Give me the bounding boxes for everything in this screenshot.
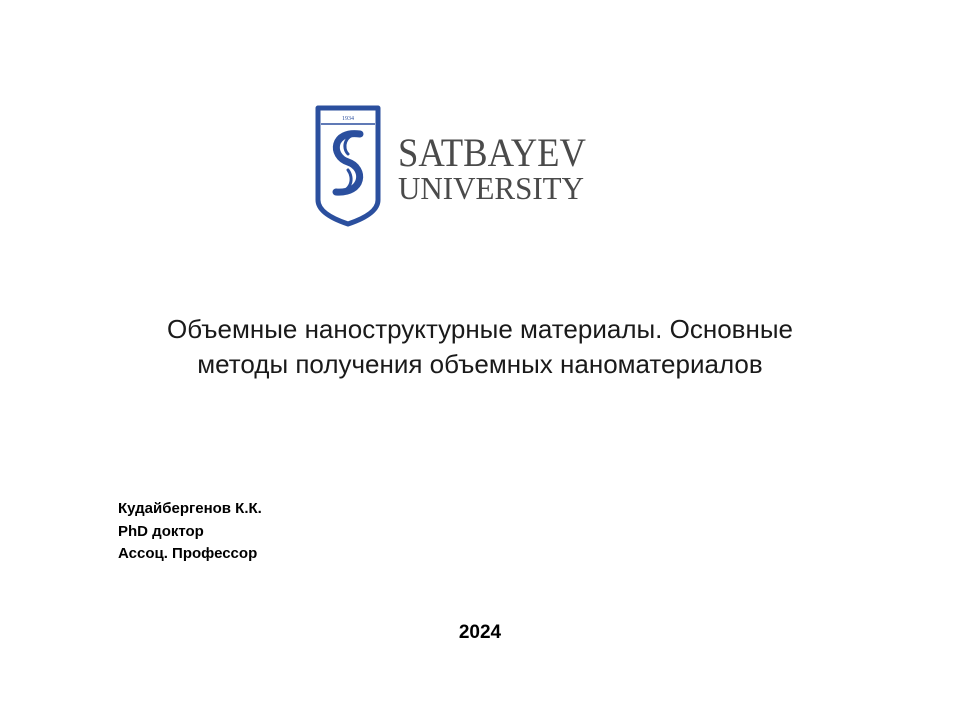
logo-wordmark-line2: UNIVERSITY (398, 170, 584, 206)
author-block (118, 498, 262, 566)
emblem-year: 1934 (342, 116, 354, 122)
slide-title-line1: Объемные наноструктурные материалы. Основные (167, 314, 793, 344)
author-position: Ассоц. Профессор (118, 545, 258, 562)
satbayev-logo-icon (314, 104, 594, 228)
university-logo (314, 104, 594, 228)
author-name: Кудайбергенов К.К. (118, 500, 262, 517)
slide-title (80, 312, 880, 382)
logo-wordmark-line1: SATBAYEV (398, 130, 587, 175)
presentation-year: 2024 (458, 622, 502, 643)
author-degree: PhD доктор (118, 522, 204, 540)
slide-title-line2: методы получения объемных наноматериалов (197, 349, 763, 379)
